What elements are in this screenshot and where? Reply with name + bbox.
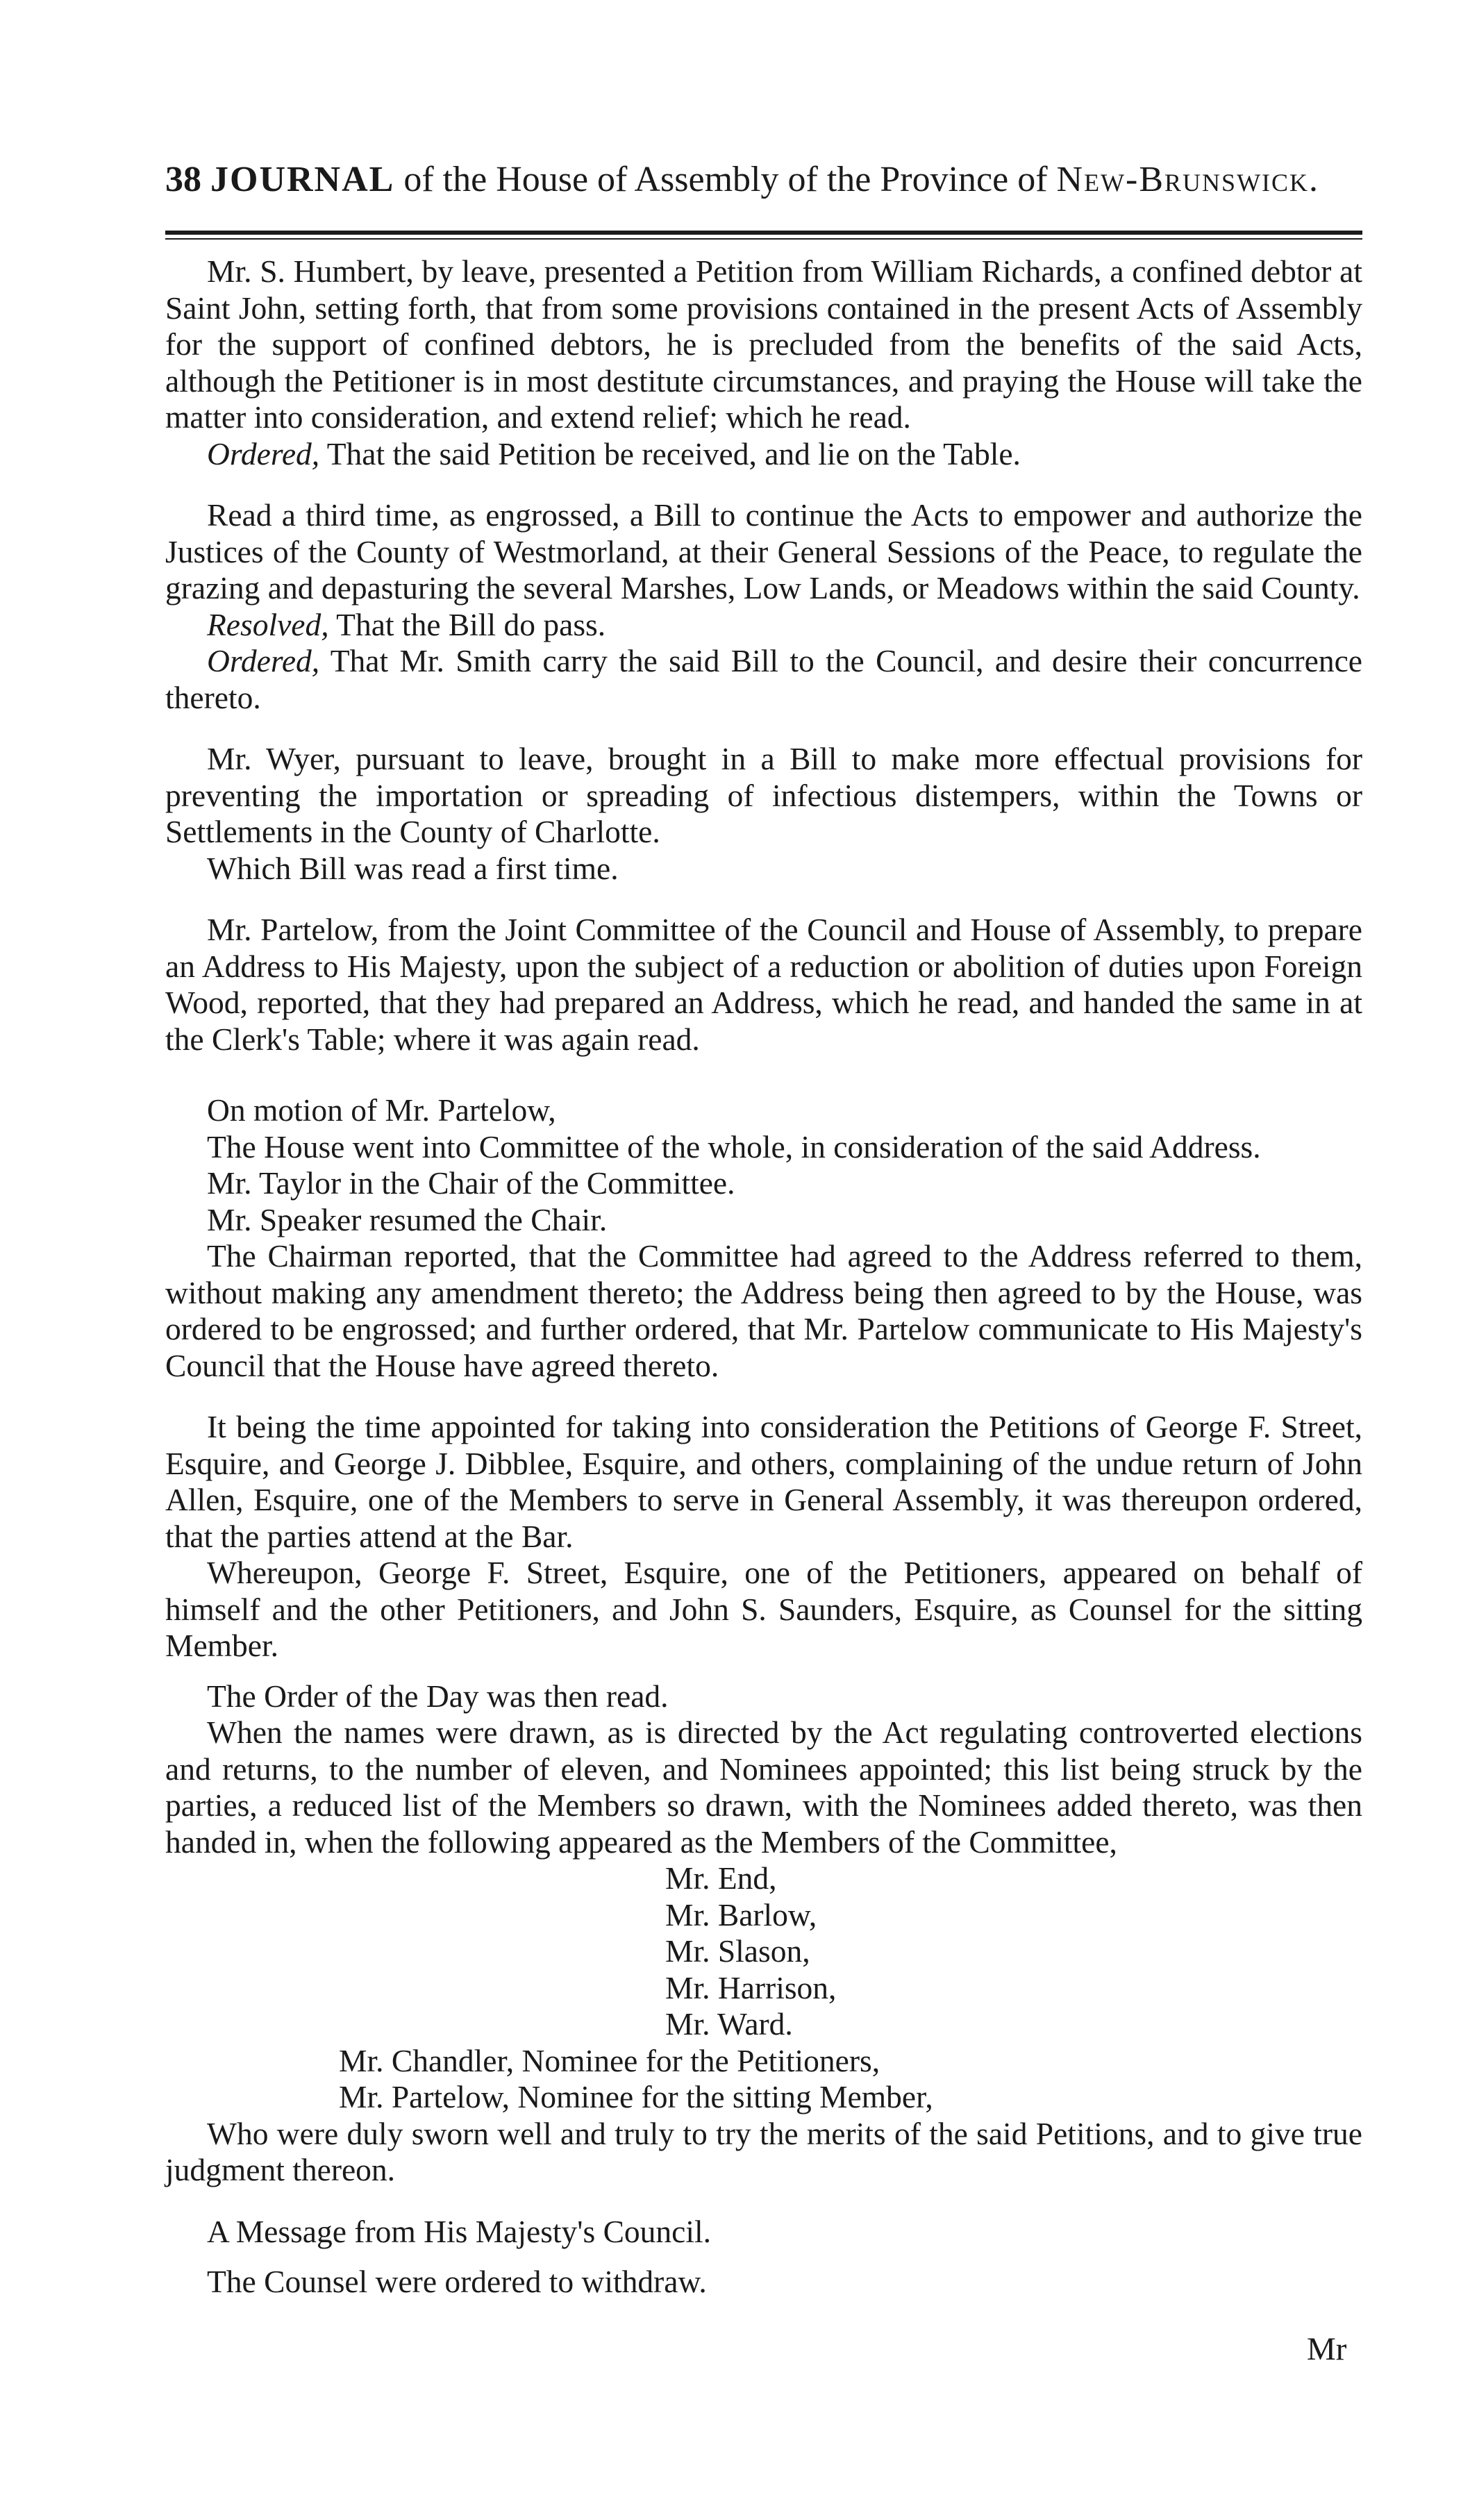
catchword: Mr [1307,2331,1347,2367]
resolved-bill-pass [165,607,1362,644]
paragraph-westmorland-bill: Read a third time, as engrossed, a Bill to continue the Acts to empower and authorize the Justices of the County of Westmorland, at their General Sessions of the Peace, to regulate the grazing and depasturing the several Marshes, Low Lands, or Meadows within the said County. [165,497,1362,606]
ordered-council-concurrence [165,643,1362,716]
header-rule-thick [165,231,1362,235]
paragraph-sworn: Who were duly sworn well and truly to try the merits of the said Petitions, and to give true judgment thereon. [165,2115,1362,2187]
paragraph-humbert-petition: Mr. S. Humbert, by leave, presented a Petition from William Richards, a confined debtor at Saint John, setting forth, that from some provisions contained in the present Acts of Assembly for the support of confined debtors, he is precluded from the benefits of the said Acts, although the Petitioner is in most destitute circumstances, and praying the House will take the matter into consideration, and extend relief; which he read. [165,253,1362,435]
list-item: Mr. Chandler, Nominee for the Petitioners, [339,2042,880,2078]
ordered-label: Ordered, [207,643,320,678]
ordered-text: That Mr. Smith carry the said Bill to the Council, and desire their concurrence thereto. [165,643,1362,715]
paragraph-chairman-report: The Chairman reported, that the Committee had agreed to the Address referred to them, without making any amendment thereto; the Address being then agreed to by the House, was ordered to be engrossed; and further ordered, that Mr. Partelow communicate to His Majesty's Council that the House have agreed thereto. [165,1238,1362,1383]
paragraph-speaker-resumed: Mr. Speaker resumed the Chair. [207,1201,608,1237]
resolved-text: That the Bill do pass. [336,606,606,642]
paragraph-committee-whole: The House went into Committee of the whole, in consideration of the said Address. [207,1128,1261,1165]
paragraph-taylor-chair: Mr. Taylor in the Chair of the Committee. [207,1165,735,1201]
paragraph-partelow-address: Mr. Partelow, from the Joint Committee of the Council and House of Assembly, to prepare an Address to His Majesty, upon the subject of a reduction or abolition of duties upon Foreign Wood, reported, that they had prepared an Address, which he read, and handed the same in at the Clerk's Table; where it was again read. [165,912,1362,1057]
list-item: Mr. Slason, [665,1933,810,1969]
paragraph-motion: On motion of Mr. Partelow, [207,1092,556,1128]
header-double-rule [165,231,1362,242]
province-name: New-Brunswick. [1056,160,1320,199]
list-item: Mr. Harrison, [665,1969,837,2005]
header-title: of the House of Assembly of the Province of [403,160,1048,199]
header-rule-thin [165,238,1362,240]
running-header [165,156,1362,204]
journal-body [165,253,1362,2301]
journal-word: JOURNAL [210,160,395,199]
list-item: Mr. End, [665,1860,777,1896]
paragraph-election-petitions: It being the time appointed for taking into consideration the Petitions of George F. Street, Esquire, and George J. Dibblee, Esquire, and others, complaining of the undue return of John Allen, Esquire, one of the Members to serve in General Assembly, it was thereupon ordered, that the parties attend at the Bar. [165,1409,1362,1554]
paragraph-council-message: A Message from His Majesty's Council. [207,2213,712,2249]
paragraph-street-appeared: Whereupon, George F. Street, Esquire, one of the Petitioners, appeared on behalf of himself and the other Petitioners, and John S. Saunders, Esquire, as Counsel for the sitting Member. [165,1555,1362,1663]
paragraph-counsel-withdraw: The Counsel were ordered to withdraw. [207,2264,707,2299]
committee-members-list [165,1860,1362,2043]
resolved-label: Resolved, [207,606,329,642]
list-item: Mr. Barlow, [665,1896,817,1933]
list-item: Mr. Ward. [665,2006,793,2042]
paragraph-names-drawn: When the names were drawn, as is directed by the Act regulating controverted elections and returns, to the number of eleven, and Nominees appointed; this list being struck by the parties, a reduced list of the Members so drawn, with the Nominees added thereto, was then handed in, when the following appeared as the Members of the Committee, [165,1714,1362,1860]
ordered-label: Ordered, [207,435,320,472]
ordered-text: That the said Petition be received, and lie on the Table. [326,435,1021,472]
nominees-list [165,2043,1362,2116]
list-item: Mr. Partelow, Nominee for the sitting Member, [339,2079,933,2114]
paragraph-wyer-bill: Mr. Wyer, pursuant to leave, brought in a Bill to make more effectual provisions for preventing the importation or spreading of infectious distempers, within the Towns or Settlements in the County of Charlotte. [165,741,1362,849]
paragraph-order-of-day: The Order of the Day was then read. [207,1678,669,1714]
page-number: 38 [165,160,201,199]
paragraph-first-reading: Which Bill was read a first time. [207,850,619,886]
ordered-petition-received [165,436,1362,473]
